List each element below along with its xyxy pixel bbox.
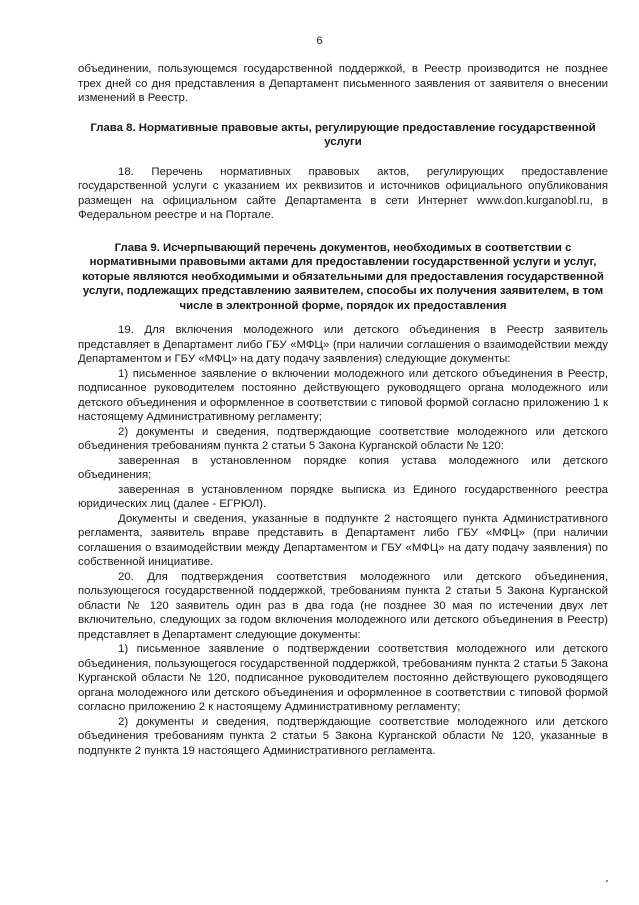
paragraph-20: 20. Для подтверждения соответствия молодежного или детского объединения, пользующегося государственной поддержкой, требованиям пункта 2 статьи 5 Закона Курганской области № 120 заявитель один раз в два года (не позднее 30 мая по истечении двух лет включительно, следующих за годом включения молодежного или детского объединения в Реестр) представляет в Департамент следующие документы: <box>78 570 608 641</box>
chapter-8-heading: Глава 8. Нормативные правовые акты, регулирующие предоставление государственной услуги <box>90 121 596 148</box>
chapter-9-heading: Глава 9. Исчерпывающий перечень документов, необходимых в соответствии с нормативными правовыми актами для предоставлении государственной услуги и услуг, которые являются необходимыми и обязательными для предоставления государственной услуги, подлежащих представлению заявителем, способы их получения заявителем, в том числе в электронной форме, порядок их предоставления <box>82 241 604 312</box>
page-content <box>78 62 608 758</box>
paragraph-20-item-1: 1) письменное заявление о подтверждении соответствия молодежного или детского объединения, пользующегося государственной поддержкой, требованиям пункта 2 статьи 5 Закона Курганской области № 120, подписанное руководителем постоянно действующего руководящего органа молодежного или детского объединения и оформленное в соответствии с типовой формой согласно приложению 2 к настоящему Административному регламенту; <box>78 643 608 713</box>
paragraph-18: 18. Перечень нормативных правовых актов, регулирующих предоставление государственной услуги с указанием их реквизитов и источников официального опубликования размещен на официальном сайте Департамента в сети Интернет www.don.kurganobl.ru, в Федеральном реестре и на Портале. <box>78 165 608 221</box>
scan-dot <box>606 880 608 882</box>
paragraph-19: 19. Для включения молодежного или детского объединения в Реестр заявитель представляет в Департамент либо ГБУ «МФЦ» (при наличии соглашения о взаимодействии между Департаментом и ГБУ «МФЦ» на дату подачу заявления) следующие документы: <box>78 324 608 365</box>
paragraph-19-item-2a: заверенная в установленном порядке копия устава молодежного или детского объединения; <box>78 454 608 481</box>
paragraph-19-item-2: 2) документы и сведения, подтверждающие соответствие молодежного или детского объединения требованиям пункта 2 статьи 5 Закона Курганской области № 120: <box>78 425 608 452</box>
paragraph-19-tail: Документы и сведения, указанные в подпункте 2 настоящего пункта Административного регламента, заявитель вправе представить в Департамент либо ГБУ «МФЦ» (при наличии соглашения о взаимодействии между Департаментом и ГБУ «МФЦ» на дату подачу заявления) по собственной инициативе. <box>78 512 608 568</box>
paragraph-continuation: объединении, пользующемся государственной поддержкой, в Реестр производится не позднее трех дней со дня представления в Департамент письменного заявления от заявителя о внесении изменений в Реестр. <box>78 63 608 104</box>
page-number: 6 <box>316 35 323 47</box>
paragraph-19-item-2b: заверенная в установленном порядке выписка из Единого государственного реестра юридических лиц (далее - ЕГРЮЛ). <box>78 483 608 510</box>
paragraph-20-item-2: 2) документы и сведения, подтверждающие соответствие молодежного или детского объединения требованиям пункта 2 статьи 5 Закона Курганской области № 120, указанные в подпункте 2 пункта 19 настоящего Административного регламента. <box>78 715 608 757</box>
paragraph-19-item-1: 1) письменное заявление о включении молодежного или детского объединения в Реестр, подписанное руководителем постоянно действующего руководящего органа молодежного или детского объединения и оформленное в соответствии с типовой формой согласно приложению 1 к настоящему Административному регламенту; <box>78 367 608 423</box>
